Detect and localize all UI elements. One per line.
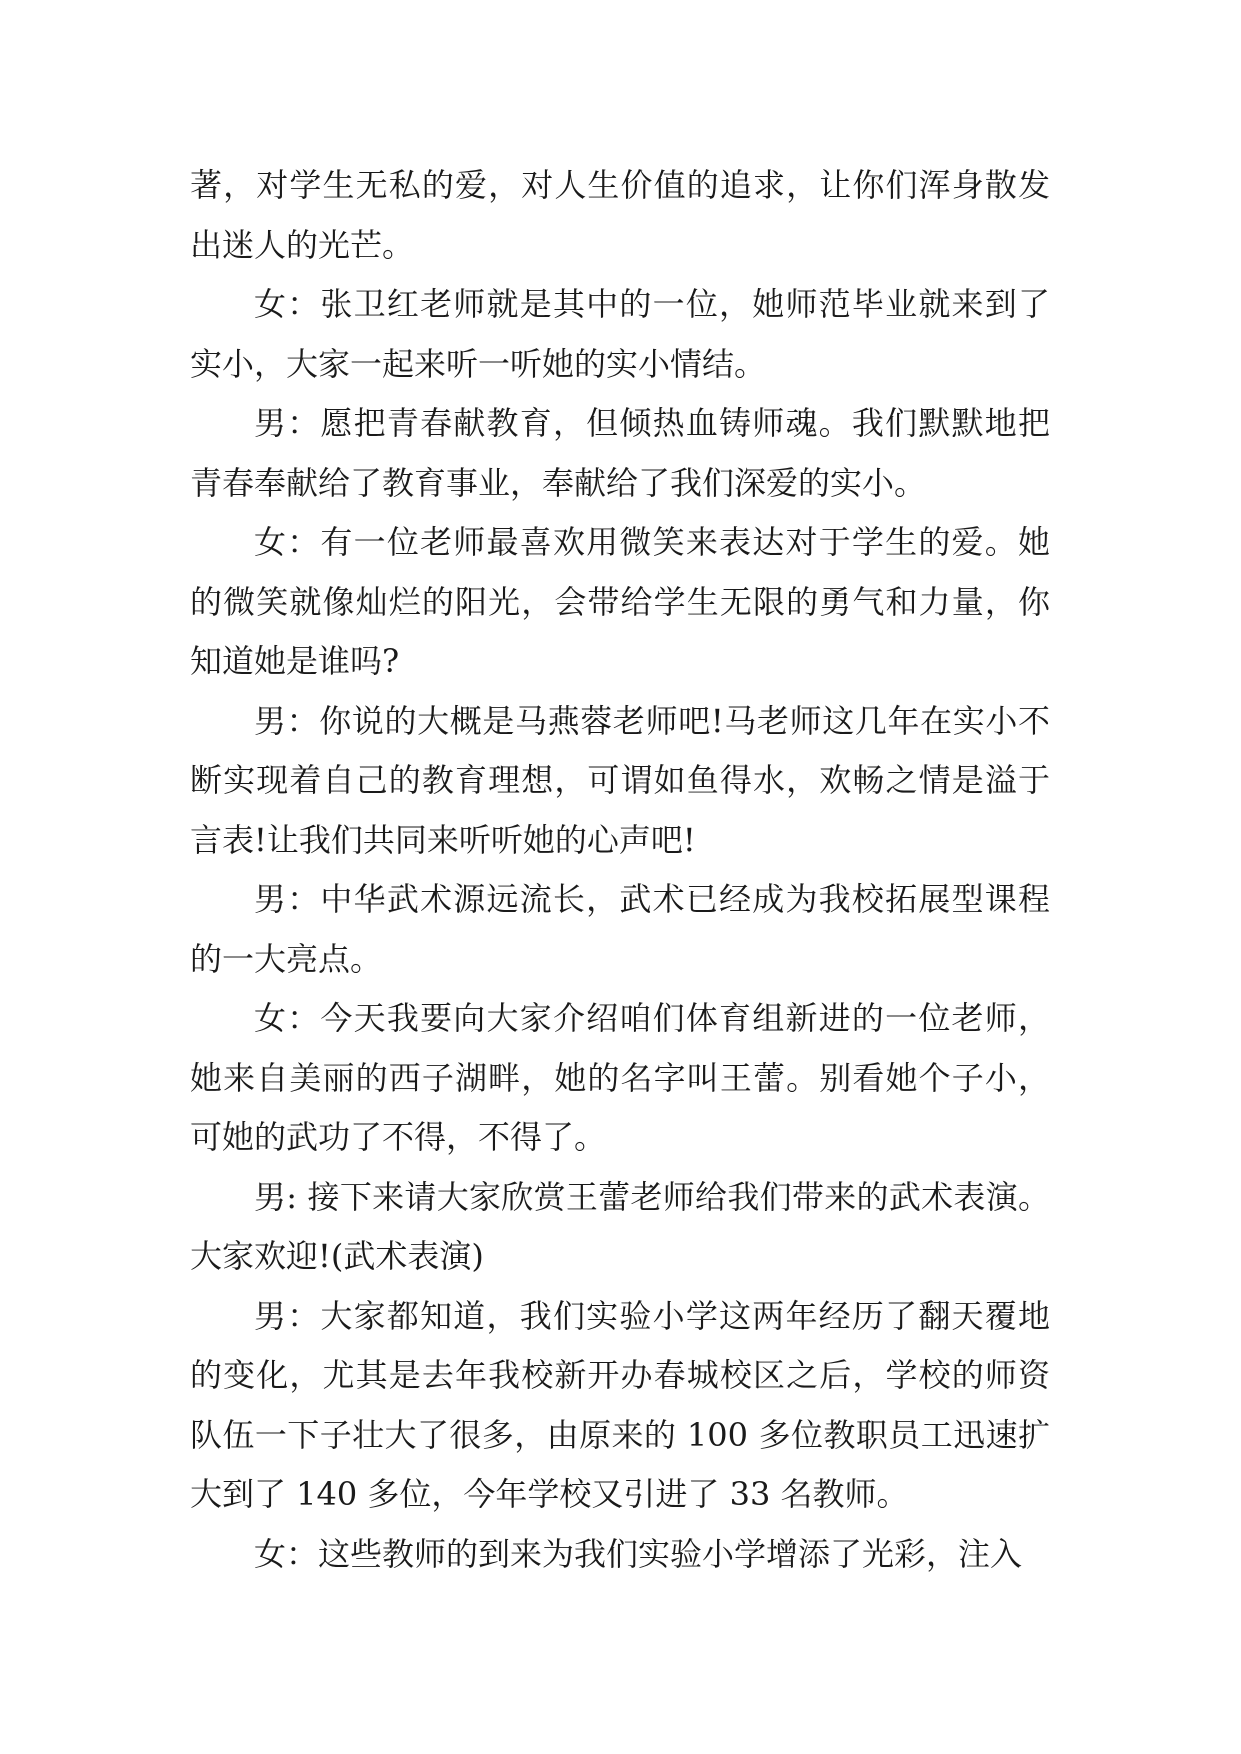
paragraph: 男：你说的大概是马燕蓉老师吧!马老师这几年在实小不断实现着自己的教育理想，可谓如鱼得水，欢畅之情是溢于言表!让我们共同来听听她的心声吧! — [190, 701, 1050, 859]
document-body — [190, 156, 1050, 1584]
paragraph: 女：张卫红老师就是其中的一位，她师范毕业就来到了实小，大家一起来听一听她的实小情结。 — [190, 285, 1050, 383]
paragraph: 女：今天我要向大家介绍咱们体育组新进的一位老师，她来自美丽的西子湖畔，她的名字叫王蕾。别看她个子小，可她的武功了不得，不得了。 — [190, 999, 1050, 1156]
paragraph: 男：中华武术源远流长，武术已经成为我校拓展型课程的一大亮点。 — [190, 880, 1050, 978]
paragraph: 女：这些教师的到来为我们实验小学增添了光彩，注入 — [254, 1534, 1023, 1573]
paragraph: 男: 接下来请大家欣赏王蕾老师给我们带来的武术表演。大家欢迎!(武术表演) — [190, 1177, 1050, 1275]
paragraph: 著，对学生无私的爱，对人生价值的追求，让你们浑身散发出迷人的光芒。 — [190, 166, 1050, 264]
paragraph: 男：大家都知道，我们实验小学这两年经历了翻天覆地的变化，尤其是去年我校新开办春城校区之后，学校的师资队伍一下子壮大了很多，由原来的 100 多位教职员工迅速扩大到了 140 多位，今年学校又引进了 33 名教师。 — [190, 1296, 1050, 1513]
paragraph: 女：有一位老师最喜欢用微笑来表达对于学生的爱。她的微笑就像灿烂的阳光，会带给学生无限的勇气和力量，你知道她是谁吗? — [190, 523, 1050, 680]
paragraph: 男：愿把青春献教育，但倾热血铸师魂。我们默默地把青春奉献给了教育事业，奉献给了我们深爱的实小。 — [190, 404, 1050, 502]
